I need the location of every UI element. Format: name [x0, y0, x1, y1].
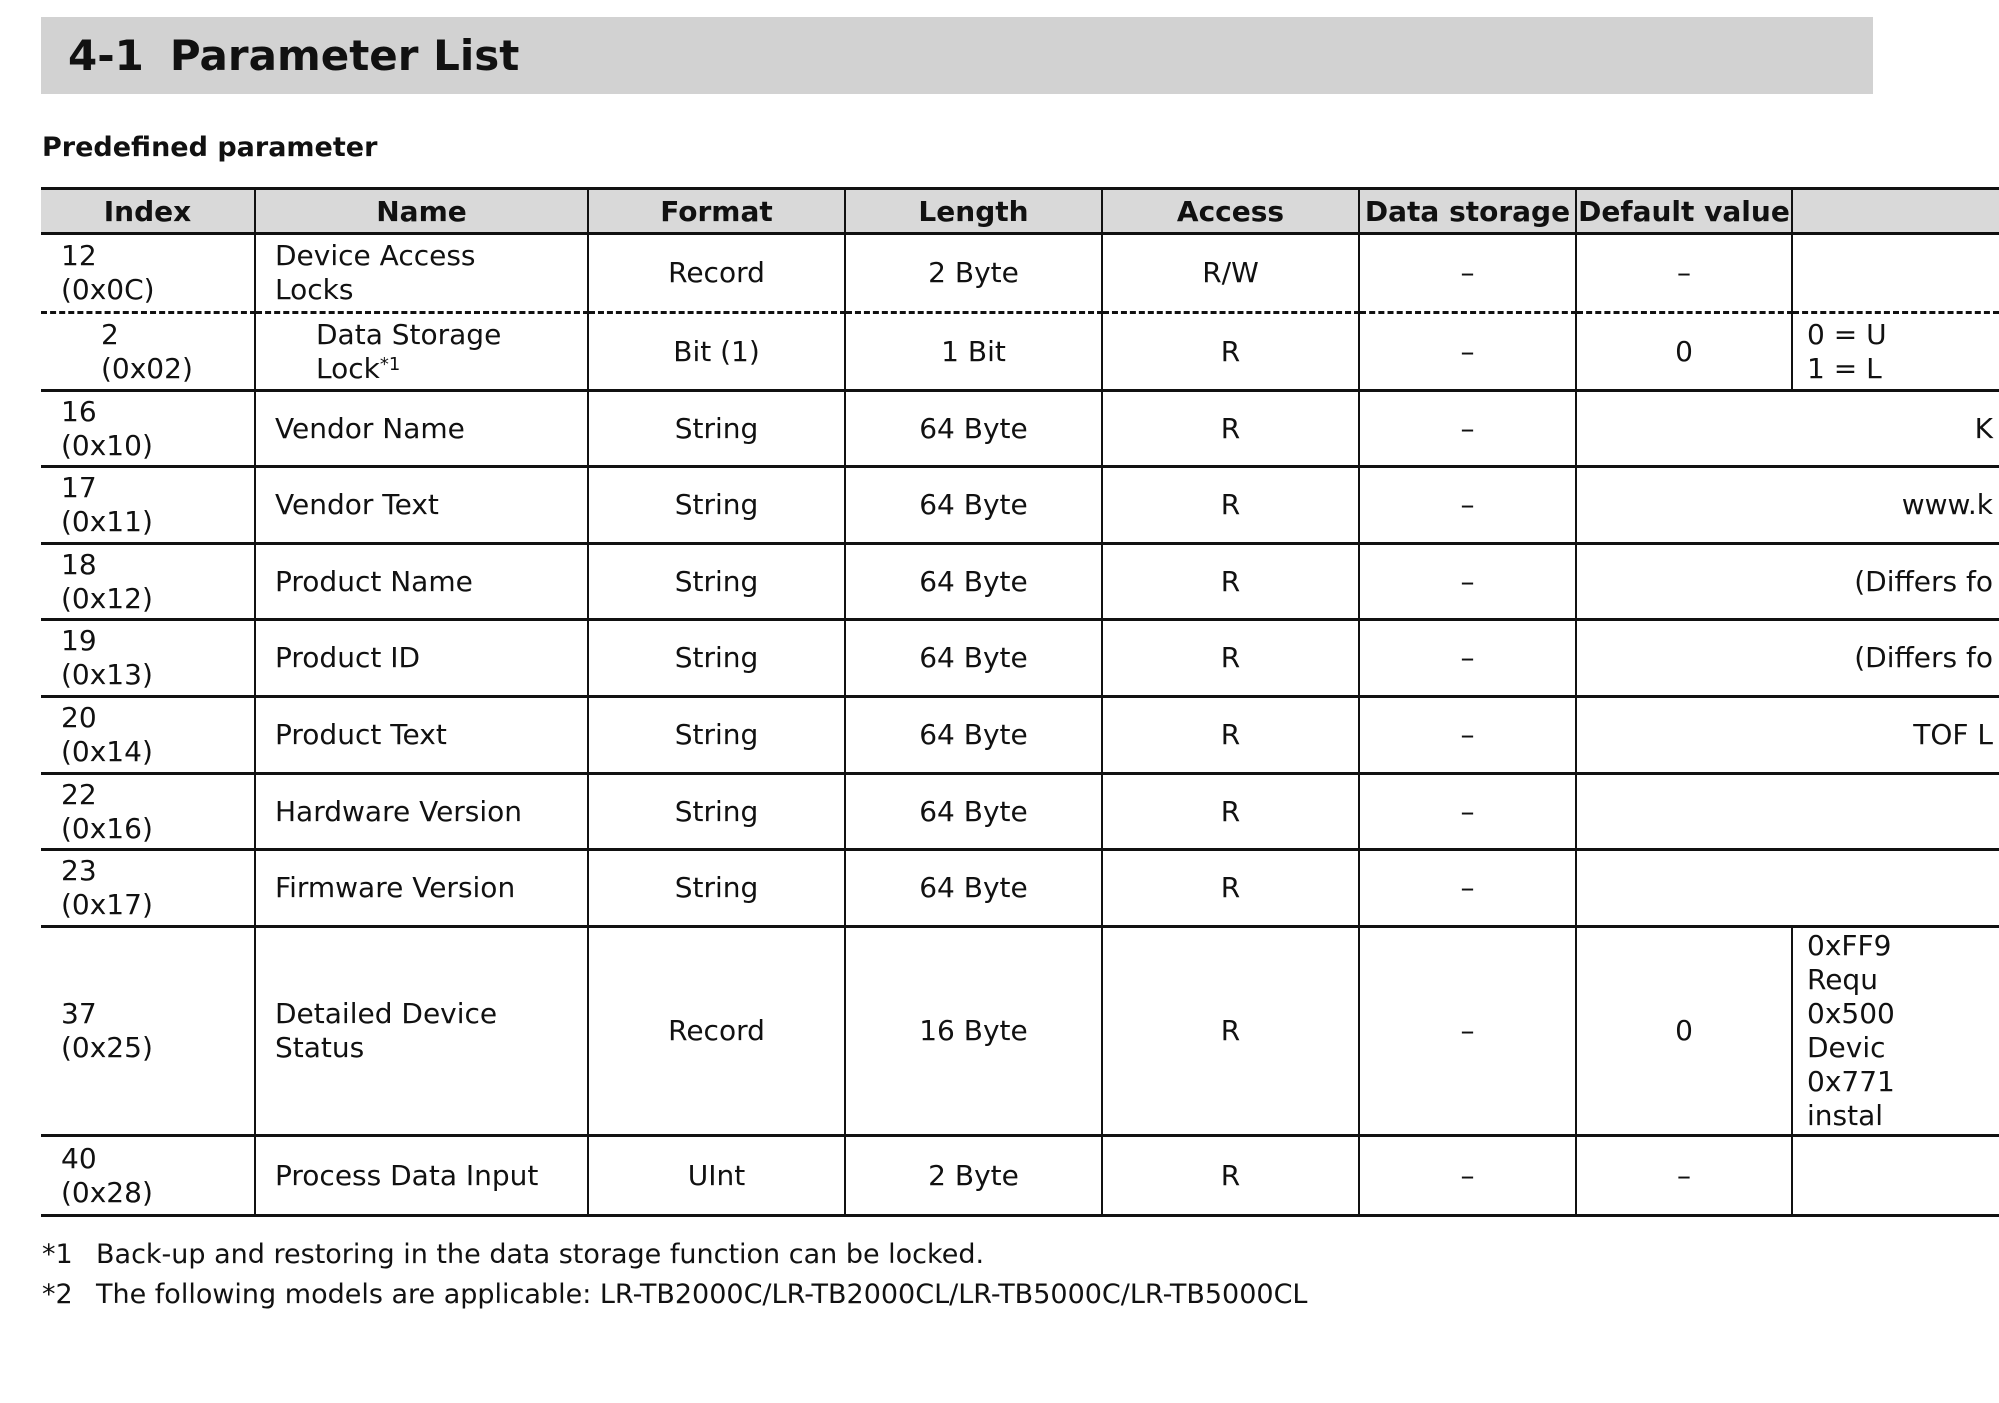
footnote-mark: *2 — [42, 1278, 73, 1310]
index-decimal: 12 — [61, 239, 97, 272]
index-hex: (0x13) — [61, 658, 153, 691]
index-decimal: 20 — [61, 701, 97, 734]
header-format: Format — [588, 189, 845, 234]
table-row — [41, 850, 1999, 927]
data-storage-cell: – — [1359, 850, 1576, 927]
footnote-mark: *1 — [379, 353, 401, 375]
access-cell: R — [1102, 1136, 1359, 1216]
table-subtitle: Predefined parameter — [42, 132, 378, 163]
index-decimal: 40 — [61, 1141, 97, 1175]
default-value-cell: 0 — [1576, 313, 1792, 391]
table-row — [41, 313, 1999, 391]
data-storage-cell: – — [1359, 620, 1576, 697]
data-storage-cell: – — [1359, 391, 1576, 467]
table-row — [41, 1136, 1999, 1216]
access-cell: R — [1102, 927, 1359, 1136]
default-value-cell: – — [1576, 234, 1792, 313]
access-cell: R — [1102, 544, 1359, 620]
index-cell — [41, 774, 255, 850]
format-cell: Record — [588, 234, 845, 313]
name-cell: Firmware Version — [255, 850, 588, 927]
name-cell — [255, 234, 588, 313]
name-line: Device Access — [275, 239, 476, 272]
index-decimal: 19 — [61, 624, 97, 657]
index-cell — [41, 927, 255, 1136]
data-storage-cell: – — [1359, 544, 1576, 620]
index-cell — [41, 620, 255, 697]
length-cell: 64 Byte — [845, 850, 1102, 927]
table-row — [41, 544, 1999, 620]
format-cell: String — [588, 850, 845, 927]
index-decimal: 37 — [61, 997, 97, 1030]
default-value-cell: K — [1576, 391, 1999, 467]
index-decimal: 17 — [61, 471, 97, 504]
remark-line: Requ — [1807, 963, 1878, 996]
access-cell: R/W — [1102, 234, 1359, 313]
footnote — [42, 1274, 1307, 1314]
footnote-text: The following models are applicable: LR-TB2000C/LR-TB2000CL/LR-TB5000C/LR-TB5000CL — [96, 1278, 1308, 1310]
access-cell: R — [1102, 313, 1359, 391]
length-cell: 2 Byte — [845, 1136, 1102, 1216]
access-cell: R — [1102, 774, 1359, 850]
data-storage-cell: – — [1359, 697, 1576, 774]
data-storage-cell: – — [1359, 774, 1576, 850]
index-hex: (0x12) — [61, 581, 153, 615]
table-row — [41, 234, 1999, 313]
index-cell — [41, 544, 255, 620]
default-value-cell: www.k — [1576, 467, 1999, 544]
index-decimal: 16 — [61, 394, 97, 428]
length-cell: 64 Byte — [845, 544, 1102, 620]
format-cell: String — [588, 544, 845, 620]
index-decimal: 18 — [61, 547, 97, 581]
header-access: Access — [1102, 189, 1359, 234]
data-storage-cell: – — [1359, 313, 1576, 391]
header-remarks — [1792, 189, 1999, 234]
footnote-text: Back-up and restoring in the data storage function can be locked. — [96, 1238, 985, 1270]
table-row — [41, 620, 1999, 697]
name-cell: Product ID — [255, 620, 588, 697]
default-value-cell: (Differs fo — [1576, 620, 1999, 697]
table-row — [41, 774, 1999, 850]
length-cell: 1 Bit — [845, 313, 1102, 391]
index-hex: (0x16) — [61, 811, 153, 845]
remarks-cell — [1792, 927, 1999, 1136]
name-line: Status — [275, 1031, 365, 1064]
length-cell: 64 Byte — [845, 697, 1102, 774]
default-value-cell: (Differs fo — [1576, 544, 1999, 620]
name-cell: Product Name — [255, 544, 588, 620]
access-cell: R — [1102, 697, 1359, 774]
header-data-storage: Data storage — [1359, 189, 1576, 234]
footnote — [42, 1234, 1307, 1274]
parameter-table-container — [41, 187, 1993, 1217]
index-hex: (0x25) — [61, 1031, 153, 1064]
data-storage-cell: – — [1359, 234, 1576, 313]
length-cell: 16 Byte — [845, 927, 1102, 1136]
name-line: Detailed Device — [275, 997, 498, 1030]
access-cell: R — [1102, 850, 1359, 927]
name-cell — [255, 313, 588, 391]
index-cell — [41, 467, 255, 544]
index-hex: (0x28) — [61, 1175, 153, 1209]
format-cell: String — [588, 697, 845, 774]
remark-line: instal — [1807, 1099, 1884, 1132]
footnotes — [42, 1234, 1307, 1314]
index-cell — [41, 391, 255, 467]
remarks-cell — [1792, 234, 1999, 313]
index-cell — [41, 850, 255, 927]
remarks-cell — [1792, 1136, 1999, 1216]
remark-line: 0x500 — [1807, 997, 1895, 1030]
table-row — [41, 467, 1999, 544]
footnote-mark: *1 — [42, 1238, 73, 1270]
index-hex: (0x11) — [61, 505, 153, 538]
remark-line: 0xFF9 — [1807, 929, 1892, 962]
section-title: Parameter List — [169, 31, 520, 80]
length-cell: 64 Byte — [845, 620, 1102, 697]
name-cell — [255, 927, 588, 1136]
table-row — [41, 391, 1999, 467]
index-hex: (0x17) — [61, 888, 153, 921]
format-cell: String — [588, 391, 845, 467]
length-cell: 2 Byte — [845, 234, 1102, 313]
format-cell: Bit (1) — [588, 313, 845, 391]
index-decimal: 2 — [101, 317, 119, 351]
name-line: Data Storage Lock — [316, 317, 502, 385]
index-decimal: 22 — [61, 777, 97, 811]
remarks-cell — [1792, 313, 1999, 391]
length-cell: 64 Byte — [845, 467, 1102, 544]
access-cell: R — [1102, 620, 1359, 697]
header-name: Name — [255, 189, 588, 234]
format-cell: String — [588, 620, 845, 697]
index-decimal: 23 — [61, 854, 97, 887]
format-cell: String — [588, 774, 845, 850]
format-cell: Record — [588, 927, 845, 1136]
index-cell — [41, 697, 255, 774]
index-hex: (0x02) — [101, 351, 193, 385]
default-value-cell — [1576, 774, 1999, 850]
table-row — [41, 927, 1999, 1136]
name-cell: Process Data Input — [255, 1136, 588, 1216]
name-line: Locks — [275, 273, 354, 306]
format-cell: String — [588, 467, 845, 544]
index-hex: (0x14) — [61, 735, 153, 768]
length-cell: 64 Byte — [845, 774, 1102, 850]
index-cell — [41, 313, 255, 391]
name-cell: Vendor Name — [255, 391, 588, 467]
data-storage-cell: – — [1359, 1136, 1576, 1216]
remark-line: 0x771 — [1807, 1065, 1895, 1098]
index-cell — [41, 1136, 255, 1216]
access-cell: R — [1102, 391, 1359, 467]
remark-line: Devic — [1807, 1031, 1886, 1064]
name-cell: Product Text — [255, 697, 588, 774]
header-length: Length — [845, 189, 1102, 234]
remark-line: 0 = U — [1807, 317, 1887, 351]
section-title-bar — [41, 17, 1873, 94]
remark-line: 1 = L — [1807, 351, 1882, 385]
name-cell: Vendor Text — [255, 467, 588, 544]
access-cell: R — [1102, 467, 1359, 544]
length-cell: 64 Byte — [845, 391, 1102, 467]
default-value-cell: 0 — [1576, 927, 1792, 1136]
header-index: Index — [41, 189, 255, 234]
index-hex: (0x0C) — [61, 273, 155, 306]
parameter-table — [41, 187, 1999, 1217]
name-cell: Hardware Version — [255, 774, 588, 850]
index-cell — [41, 234, 255, 313]
section-number: 4-1 — [68, 31, 144, 80]
data-storage-cell: – — [1359, 927, 1576, 1136]
default-value-cell: TOF L — [1576, 697, 1999, 774]
data-storage-cell: – — [1359, 467, 1576, 544]
index-hex: (0x10) — [61, 428, 153, 462]
default-value-cell — [1576, 850, 1999, 927]
table-row — [41, 697, 1999, 774]
header-default-value: Default value — [1576, 189, 1792, 234]
default-value-cell: – — [1576, 1136, 1792, 1216]
format-cell: UInt — [588, 1136, 845, 1216]
table-header-row — [41, 189, 1999, 234]
